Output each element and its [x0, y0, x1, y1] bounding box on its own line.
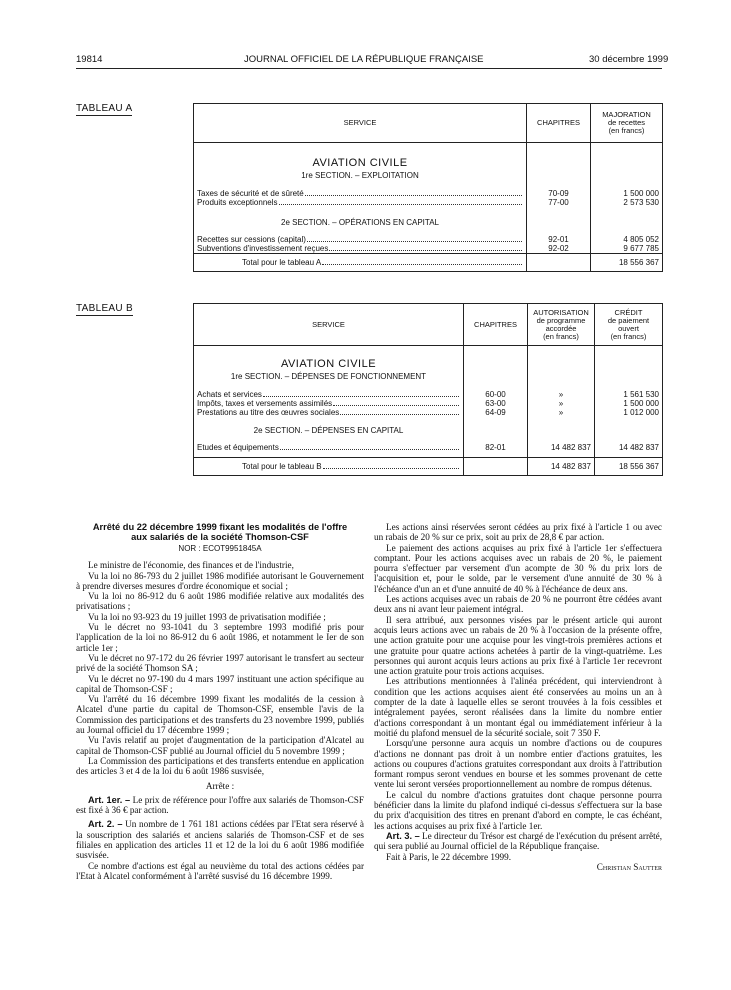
credit-sub1: de paiement — [607, 315, 650, 325]
row-chapitre: 92-02 — [527, 244, 591, 254]
row-label: Achats et services — [197, 389, 262, 399]
done-at: Fait à Paris, le 22 décembre 1999. — [386, 851, 512, 862]
section-2: 2e SECTION. – DÉPENSES EN CAPITAL — [194, 417, 464, 435]
row-chapitre: 60-00 — [464, 390, 528, 399]
row-label: Prestations au titre des œuvres sociales — [197, 407, 340, 417]
total-label: Total pour le tableau A — [242, 257, 322, 267]
paragraph: Vu la loi no 93-923 du 19 juillet 1993 de privatisation modifiée ; — [88, 611, 326, 622]
col-header-service: SERVICE — [194, 104, 527, 143]
row-autorisation: » — [528, 408, 595, 417]
row-autorisation: 14 482 837 — [528, 443, 595, 452]
tableau-b — [193, 303, 663, 476]
row-label: Produits exceptionnels — [197, 197, 278, 207]
article-1 — [76, 795, 364, 816]
col-header-chapitres: CHAPITRES — [527, 104, 591, 143]
paragraph: Il sera attribué, aux personnes visées par le présent article qui auront acquis leurs actions avec un rabais de 20 % à l'occasion de la présente offre, une action gratuite pour une acquise pour les vingt-trois premières actions et une gratuite pour quatre actions achetées à partir de la vingt-quatrième. Les personnes qui auront acquis leurs actions au prix fixé à l'article 1er recevront une action gratuite pour trois actions acquises. — [374, 614, 662, 677]
table-row — [194, 408, 663, 417]
issue-date: 30 décembre 1999 — [589, 54, 669, 65]
section-1: 1re SECTION. – EXPLOITATION — [194, 169, 527, 183]
row-value: 9 677 785 — [591, 244, 663, 254]
row-credit: 1 012 000 — [595, 408, 663, 417]
nor-reference: NOR : ECOT9951845A — [178, 544, 262, 553]
tableau-a-label: TABLEAU A — [76, 103, 133, 114]
section-2: 2e SECTION. – OPÉRATIONS EN CAPITAL — [194, 207, 527, 227]
paragraph: Ce nombre d'actions est égal au neuvième du total des actions cédées par l'Etat à Alcatel conformément à l'arrêté susvisé du 16 décembre 1999. — [76, 860, 364, 881]
majoration-sub2: (en francs) — [608, 126, 645, 135]
heading-aviation-civile: AVIATION CIVILE — [194, 358, 464, 370]
row-chapitre: 77-00 — [527, 198, 591, 207]
row-label: Etudes et équipements — [197, 442, 279, 452]
majoration-sub1: de recettes — [607, 118, 646, 127]
credit-label: CRÉDIT — [614, 307, 643, 317]
paragraph: Vu l'arrêté du 16 décembre 1999 fixant les modalités de la cession à Alcatel d'une partie du capital de Thomson-CSF, ensemble l'avis de la Commission des participations et des transferts du 23 novembre 1999, publiés au Journal officiel du 17 décembre 1999 ; — [76, 694, 364, 736]
arrete-left-column — [76, 522, 364, 881]
table-row — [194, 390, 663, 399]
article-2 — [76, 819, 364, 860]
total-autorisation: 14 482 837 — [528, 458, 595, 476]
row-credit: 14 482 837 — [595, 443, 663, 452]
table-row — [194, 244, 663, 254]
arrete-title-line-2: aux salariés de la société Thomson-CSF — [131, 532, 309, 542]
total-value: 18 556 367 — [591, 253, 663, 271]
paragraph: Vu la loi no 86-912 du 6 août 1986 modifiée relative aux modalités des privatisations ; — [76, 591, 364, 612]
total-label: Total pour le tableau B — [242, 462, 322, 471]
row-autorisation: » — [528, 399, 595, 408]
article-3-text: Le directeur du Trésor est chargé de l'exécution du présent arrêté, qui sera publié au Journal officiel de la République française. — [374, 830, 663, 852]
table-row — [194, 443, 663, 452]
article-2-text: Un nombre de 1 761 181 actions cédées par l'Etat sera réservé à la souscription des salariés et anciens salariés de Thomson-CSF et de ses filiales en application des articles 11 et 12 de la loi du 6 août 1986 modifiée susvisée. — [76, 819, 365, 861]
total-row — [194, 253, 663, 271]
article-1-heading: Art. 1er. – — [88, 794, 131, 805]
row-label: Taxes de sécurité et de sûreté — [197, 188, 304, 198]
total-row — [194, 458, 663, 476]
article-2-heading: Art. 2. – — [88, 819, 123, 830]
row-value: 4 805 052 — [591, 235, 663, 244]
col-header-chapitres: CHAPITRES — [464, 304, 528, 346]
journal-title: JOURNAL OFFICIEL DE LA RÉPUBLIQUE FRANÇAISE — [244, 54, 484, 65]
paragraph: Les attributions mentionnées à l'alinéa précédent, qui interviendront à condition que les actions acquises aient été conservées au moins un an à compter de la date à laquelle elles se seront trouvées à la fois cessibles et intégralement payées, seront réalisées dans la limite du nombre entier d'actions correspondant à un montant égal ou immédiatement inférieur à la moitié du plafond mensuel de la sécurité sociale, soit 7 350 F. — [374, 676, 662, 738]
table-row — [194, 399, 663, 408]
heading-aviation-civile: AVIATION CIVILE — [194, 157, 527, 169]
row-label: Impôts, taxes et versements assimilés — [197, 398, 333, 408]
article-3 — [374, 831, 662, 852]
total-credit: 18 556 367 — [595, 458, 663, 476]
arrete-word: Arrête : — [205, 780, 235, 791]
table-row — [194, 189, 663, 198]
row-label: Recettes sur cessions (capital) — [197, 234, 306, 244]
row-autorisation: » — [528, 390, 595, 399]
autorisation-sub1: de programme — [536, 315, 586, 325]
row-chapitre: 63-00 — [464, 399, 528, 408]
signature: Christian Sautter — [596, 861, 662, 872]
row-value: 2 573 530 — [591, 198, 663, 207]
paragraph: Vu le décret no 97-172 du 26 février 1997 autorisant le transfert au secteur privé de la société Thomson SA ; — [76, 652, 364, 674]
paragraph: Vu l'avis relatif au projet d'augmentation de la participation d'Alcatel au capital de Thomson-CSF publié au Journal officiel du 5 novembre 1999 ; — [76, 735, 364, 756]
paragraph: Les actions ainsi réservées seront cédées au prix fixé à l'article 1 ou avec un rabais de 20 % sur ce prix, soit au prix de 28,8 € par action. — [374, 522, 662, 543]
article-1-text: Le prix de référence pour l'offre aux salariés de Thomson-CSF est fixé à 36 € par action. — [76, 794, 364, 816]
paragraph: La Commission des participations et des transferts entendue en application des articles 3 et 4 de la loi du 6 août 1986 susvisée, — [76, 755, 364, 777]
paragraph: Les actions acquises avec un rabais de 20 % ne pourront être cédées avant deux ans ni avant leur paiement intégral. — [374, 594, 662, 615]
tableau-a — [193, 103, 663, 272]
paragraph: Le ministre de l'économie, des finances et de l'industrie, — [88, 560, 294, 571]
col-header-credit — [595, 304, 663, 346]
credit-sub2: ouvert — [618, 323, 639, 333]
tableau-b-label: TABLEAU B — [76, 303, 133, 314]
majoration-label: MAJORATION — [602, 110, 651, 119]
arrete-right-column — [374, 522, 662, 872]
autorisation-sub2: accordée — [545, 323, 577, 333]
article-3-heading: Art. 3. – — [386, 830, 420, 841]
col-header-majoration — [591, 104, 663, 143]
row-chapitre: 70-09 — [527, 189, 591, 198]
row-credit: 1 561 530 — [595, 390, 663, 399]
autorisation-sub3: (en francs) — [543, 331, 579, 341]
col-header-service: SERVICE — [194, 304, 464, 346]
paragraph: Le paiement des actions acquises au prix fixé à l'article 1er s'effectuera comptant. Pour les actions acquises avec un rabais de 20 %, le paiement pourra s'effectuer par versement d'un acompte de 30 % du prix lors de l'acquisition et, pour le solde, par le versement d'une annuité de 30 % à l'échéance d'un an et d'une annuité de 40 % à l'échéance de deux ans. — [374, 542, 662, 594]
autorisation-label: AUTORISATION — [533, 307, 589, 317]
row-chapitre: 92-01 — [527, 235, 591, 244]
page-number: 19814 — [76, 54, 103, 65]
row-chapitre: 82-01 — [464, 443, 528, 452]
paragraph: Lorsqu'une personne aura acquis un nombre d'actions ou de coupures d'actions ne donnant pas droit à un nombre entier d'actions gratuites, les actions ou coupures d'actions gratuites correspondant aux droits à l'attribution formant rompus seront vendues en bourse et les sommes provenant de cette vente lui seront versées proportionnellement au nombre de rompus détenus. — [374, 738, 662, 790]
arrete-title-line-1: Arrêté du 22 décembre 1999 fixant les modalités de l'offre — [92, 522, 348, 532]
row-credit: 1 500 000 — [595, 399, 663, 408]
col-header-autorisation — [528, 304, 595, 346]
header-rule — [76, 68, 662, 69]
paragraph: Vu le décret no 97-190 du 4 mars 1997 instituant une action spécifique au capital de Thomson-CSF ; — [76, 673, 364, 694]
section-1: 1re SECTION. – DÉPENSES DE FONCTIONNEMENT — [194, 370, 464, 384]
paragraph: Le calcul du nombre d'actions gratuites dont chaque personne pourra bénéficier dans la limite du plafond indiqué ci-dessus s'effectuera sur la base du prix d'acquisition des titres en prenant d'abord en compte, le cas échéant, les actions acquises au prix fixé à l'article 1er. — [374, 789, 662, 831]
paragraph: Vu le décret no 93-1041 du 3 septembre 1993 modifié pris pour l'application de la loi no 86-912 du 6 août 1986, et notamment le Ier de son article 1er ; — [76, 622, 364, 653]
paragraph: Vu la loi no 86-793 du 2 juillet 1986 modifiée autorisant le Gouvernement à prendre diverses mesures d'ordre économique et social ; — [76, 570, 364, 591]
credit-sub3: (en francs) — [610, 331, 647, 341]
row-label: Subventions d'investissement reçues — [197, 243, 329, 253]
table-row — [194, 235, 663, 244]
row-chapitre: 64-09 — [464, 408, 528, 417]
row-value: 1 500 000 — [591, 189, 663, 198]
table-row — [194, 198, 663, 207]
